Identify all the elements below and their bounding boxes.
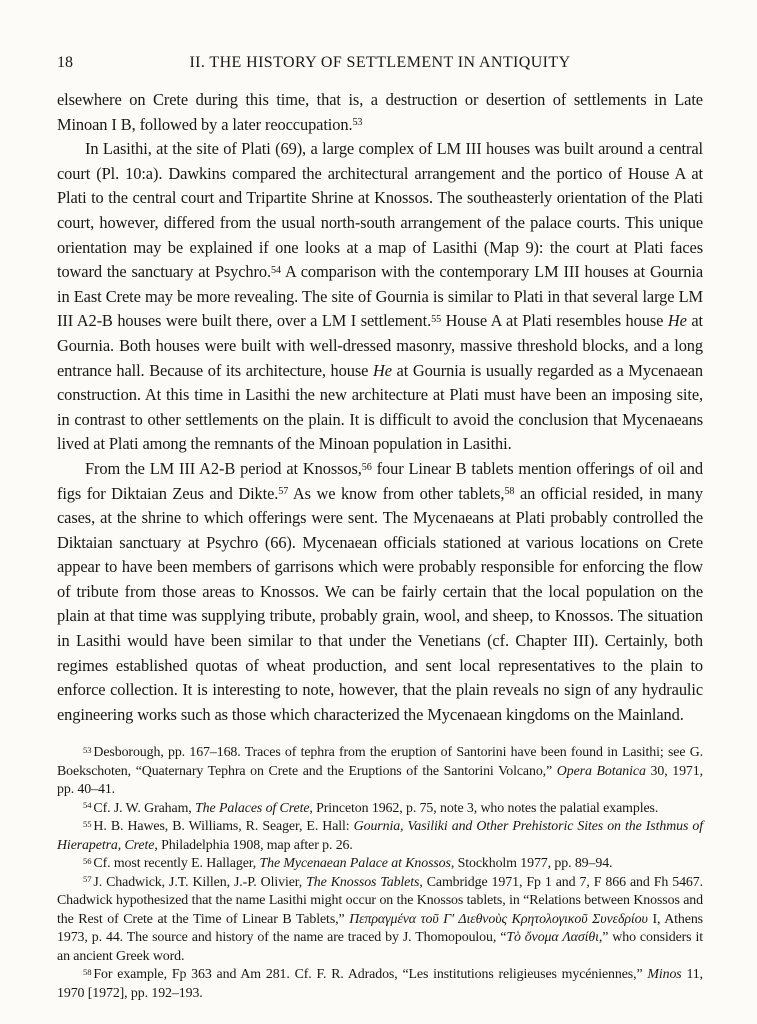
footnote-55 — [57, 818, 703, 855]
text-run: The Mycenaean Palace at Knossos — [259, 856, 451, 872]
text-run: H. B. Hawes, B. Williams, R. Seager, E. Hall: — [93, 819, 354, 835]
footnote-ref: 58 — [504, 486, 515, 498]
text-run: an official resided, in many cases, at the shrine to which offerings were sent. The Mycenaeans at Plati probably controlled the Diktaian sanctuary at Psychro (66). Mycenaean officials stationed at various locations on Crete appear to have been members of garrisons which were probably responsible for enforcing the flow of tribute from those areas to Knossos. We can be fairly certain that the local population on the plain at that time was supplying tribute, probably grain, wool, and sheep, to Knossos. The situation in Lasithi would have been similar to that under the Venetians (cf. Chapter III). Certainly, both regimes established quotas of wheat production, and sent local representatives to the plain to enforce collection. It is interesting to note, however, that the plain reveals no sign of any hydraulic engineering works such as those which characterized the Mycenaean kingdoms on the Mainland. — [57, 483, 703, 724]
text-run: House A at Plati resembles house — [441, 311, 668, 331]
text-run: , Stockholm 1977, pp. 89–94. — [450, 856, 613, 872]
body-text — [57, 88, 703, 727]
text-run: Cf. J. W. Graham, — [93, 800, 196, 816]
text-run: ” who considers it an ancient Greek word. — [57, 930, 703, 964]
text-run: As we know from other tablets, — [288, 483, 505, 503]
running-title: II. THE HISTORY OF SETTLEMENT IN ANTIQUITY — [189, 54, 571, 71]
footnote-number: 53 — [83, 744, 92, 755]
text-run: In Lasithi, at the site of Plati (69), a large complex of LM III houses was built around a central court (Pl. 10:a). Dawkins compared the architectural arrangement and the portico of House A at Plati to the central court and Tripartite Shrine at Knossos. The southeasterly orientation of the Plati court, however, differed from the usual north-south arrangement of the palace courts. This unique orientation may be explained if one looks at a map of Lasithi (Map 9): the court at Plati faces toward the sanctuary at Psychro. — [57, 139, 703, 282]
footnotes — [57, 744, 703, 1003]
footnote-number: 54 — [83, 800, 92, 811]
paragraph — [57, 137, 703, 457]
text-run: He — [372, 360, 392, 380]
page-number: 18 — [57, 54, 73, 71]
text-run: He — [667, 311, 687, 331]
footnote-ref: 56 — [361, 461, 372, 473]
text-run: Πεπραγμένα τοῦ Γ′ Διεθνοὺς Κρητολογικοῦ Συνεδρίου — [349, 911, 648, 927]
footnote-number: 57 — [83, 874, 92, 885]
footnote-54 — [57, 800, 703, 819]
footnote-56 — [57, 855, 703, 874]
footnote-53 — [57, 744, 703, 800]
text-run: For example, Fp 363 and Am 281. Cf. F. R. Adrados, “Les institutions religieuses mycéniennes,” — [93, 967, 648, 983]
text-run: 30, 1971, pp. 40–41. — [57, 763, 703, 798]
text-run: elsewhere on Crete during this time, that is, a destruction or desertion of settlements in Late Minoan I B, followed by a later reoccupation. — [57, 90, 703, 134]
text-run: , Philadelphia 1908, map after p. 26. — [154, 837, 353, 853]
footnote-number: 56 — [83, 855, 92, 866]
footnote-ref: 53 — [352, 117, 363, 129]
text-run: , Cambridge 1971, Fp 1 and 7, F 866 and Fh 5467. Chadwick hypothesized that the name Lasithi might occur on the Knossos tablets, in “Relations between Knossos and the Rest of Crete at the Time of Linear B Tablets,” — [57, 874, 703, 927]
footnote-number: 58 — [83, 966, 92, 977]
text-run: A comparison with the contemporary LM III houses at Gournia in East Crete may be more revealing. The site of Gournia is similar to Plati in that several large LM III A2-B houses were built there, over a LM I settlement. — [57, 262, 703, 331]
text-run: 11, 1970 [1972], pp. 192–193. — [57, 967, 704, 1001]
text-run: Τὸ ὄνομα Λασίθι, — [506, 930, 603, 946]
footnote-57 — [57, 874, 703, 967]
text-run: , Princeton 1962, p. 75, note 3, who notes the palatial examples. — [309, 800, 659, 816]
text-run: at Gournia. Both houses were built with well-dressed masonry, massive threshold blocks, and a long entrance hall. Because of its architecture, house — [57, 311, 703, 380]
text-run: The Knossos Tablets — [306, 874, 420, 890]
footnote-number: 55 — [83, 818, 92, 829]
paragraph — [57, 457, 703, 728]
text-run: Cf. most recently E. Hallager, — [93, 856, 260, 872]
text-run: Gournia, Vasiliki and Other Prehistoric Sites on the Isthmus of Hierapetra, Crete — [57, 819, 703, 853]
page-header — [57, 53, 703, 73]
text-run: From the LM III A2-B period at Knossos, — [85, 458, 362, 478]
text-run: Minos — [647, 967, 682, 983]
text-run: at Gournia is usually regarded as a Mycenaean construction. At this time in Lasithi the new architecture at Plati must have been an imposing site, in contrast to other settlements on the plain. It is difficult to avoid the conclusion that Mycenaeans lived at Plati among the remnants of the Minoan population in Lasithi. — [57, 360, 703, 454]
text-run: The Palaces of Crete — [195, 800, 310, 816]
text-run: four Linear B tablets mention offerings of oil and figs for Diktaian Zeus and Dikte. — [57, 458, 703, 503]
paragraph — [57, 88, 703, 137]
text-run: Opera Botanica — [556, 763, 646, 779]
footnote-58 — [57, 966, 703, 1003]
footnote-ref: 57 — [278, 486, 289, 498]
footnote-ref: 55 — [431, 314, 442, 326]
text-run: J. Chadwick, J.T. Killen, J.-P. Olivier, — [93, 874, 307, 890]
text-run: I, Athens 1973, p. 44. The source and history of the name are traced by J. Thomopoulou, “ — [57, 911, 703, 946]
footnote-ref: 54 — [270, 264, 281, 276]
text-run: Desborough, pp. 167–168. Traces of tephra from the eruption of Santorini have been found in Lasithi; see G. Boekschoten, “Quaternary Tephra on Crete and the Eruptions of the Santorini Volcano,” — [57, 745, 703, 779]
